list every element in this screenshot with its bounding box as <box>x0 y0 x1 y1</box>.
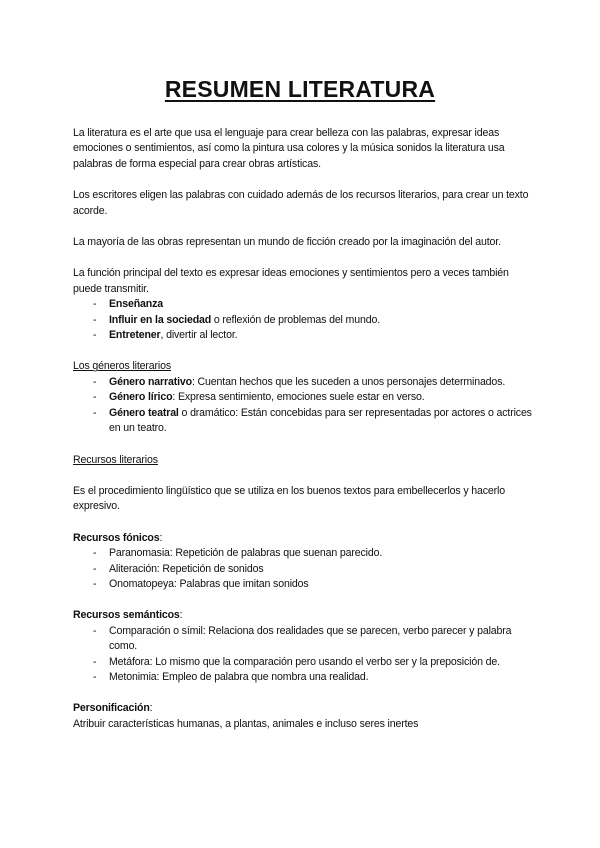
resources-heading: Recursos literarios <box>73 453 158 466</box>
list-item: - Paranomasia: Repetición de palabras que suenan parecido. <box>93 546 533 561</box>
list-item: - Onomatopeya: Palabras que imitan sonidos <box>93 577 533 592</box>
list-item-text: : Expresa sentimiento, emociones suele estar en verso. <box>172 391 425 404</box>
personification-colon: : <box>149 702 153 715</box>
list-item-text: : Cuentan hechos que les suceden a unos personajes determinados. <box>191 375 506 388</box>
semantic-label: Recursos semánticos <box>73 609 180 622</box>
list-item-term: Género lírico <box>109 391 173 404</box>
resources-intro: Es el procedimiento lingüístico que se utiliza en los buenos textos para embellecerlos y hacerlo expresivo. <box>73 484 505 513</box>
list-item-term: Enseñanza <box>109 298 163 311</box>
list-item: - Aliteración: Repetición de sonidos <box>93 562 533 577</box>
list-item-text: o dramático: Están concebidas para ser representadas por actores o actrices en un teatro. <box>109 406 532 435</box>
list-item: - Metonimia: Empleo de palabra que nombra una realidad. <box>93 670 533 685</box>
list-item <box>93 297 533 312</box>
genres-heading: Los géneros literarios <box>73 360 171 373</box>
list-item <box>93 406 533 437</box>
personification-heading <box>73 701 533 716</box>
list-item <box>93 390 533 405</box>
list-item-term: Influir en la sociedad <box>109 313 212 326</box>
list-item: - Metáfora: Lo mismo que la comparación pero usando el verbo ser y la preposición de. <box>93 655 533 670</box>
phonic-list <box>73 546 533 592</box>
personification-label: Personificación <box>73 702 150 715</box>
page-title: RESUMEN LITERATURA <box>164 76 436 102</box>
intro-paragraph: La función principal del texto es expresar ideas emociones y sentimientos pero a veces también puede transmitir. <box>73 267 509 295</box>
phonic-heading <box>73 531 533 546</box>
list-item-term: Género narrativo <box>109 375 192 388</box>
list-item: - Comparación o símil: Relaciona dos realidades que se parecen, verbo parecer y palabra como. <box>93 624 533 655</box>
phonic-label: Recursos fónicos <box>73 531 160 544</box>
list-item-term: Entretener <box>109 329 161 342</box>
list-item-text: , divertir al lector. <box>160 329 238 342</box>
intro-paragraph: Los escritores eligen las palabras con cuidado además de los recursos literarios, para crear un texto acorde. <box>73 189 529 217</box>
personification-text: Atribuir características humanas, a plantas, animales e incluso seres inertes <box>73 717 419 730</box>
phonic-colon: : <box>159 531 163 544</box>
semantic-list <box>73 624 533 686</box>
list-item-text: o reflexión de problemas del mundo. <box>211 313 380 326</box>
genres-list <box>73 375 533 437</box>
list-item <box>93 375 533 390</box>
intro-paragraph: La literatura es el arte que usa el lenguaje para crear belleza con las palabras, expresar ideas emociones o sentimientos, así como la pintura usa colores y la música sonidos la literatura usa palabras de forma especial para crear obras artísticas. <box>73 127 505 170</box>
semantic-colon: : <box>179 609 183 622</box>
intro-paragraph: La mayoría de las obras representan un mundo de ficción creado por la imaginación del autor. <box>73 236 501 249</box>
functions-list <box>73 297 533 343</box>
list-item <box>93 328 533 343</box>
document-body <box>73 126 533 732</box>
semantic-heading <box>73 608 533 623</box>
list-item-term: Género teatral <box>109 406 179 419</box>
list-item <box>93 313 533 328</box>
